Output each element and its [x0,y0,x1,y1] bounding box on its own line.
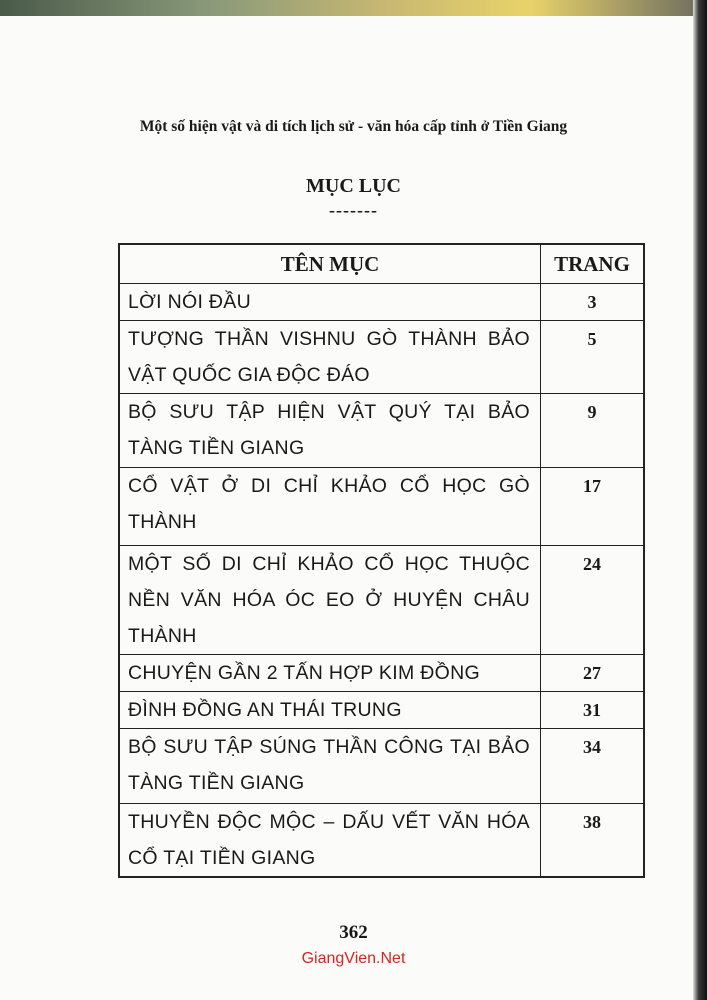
toc-entry-title: ĐÌNH ĐỒNG AN THÁI TRUNG [119,692,541,729]
toc-entry-page: 17 [541,468,645,546]
toc-entry-title: TƯỢNG THẦN VISHNU GÒ THÀNH BẢO VẬT QUỐC GIA ĐỘC ĐÁO [119,321,541,394]
toc-entry-page: 31 [541,692,645,729]
toc-row [119,804,644,878]
column-header-page: TRANG [541,244,645,284]
toc-row [119,468,644,546]
toc-entry-title: MỘT SỐ DI CHỈ KHẢO CỔ HỌC THUỘC NỀN VĂN HÓA ÓC EO Ở HUYỆN CHÂU THÀNH [119,546,541,655]
toc-entry-title: BỘ SƯU TẬP SÚNG THẦN CÔNG TẠI BẢO TÀNG TIỀN GIANG [119,729,541,804]
toc-entry-page: 3 [541,284,645,321]
toc-entry-page: 24 [541,546,645,655]
running-header: Một số hiện vật và di tích lịch sử - văn hóa cấp tỉnh ở Tiền Giang [139,118,568,135]
toc-entry-title: BỘ SƯU TẬP HIỆN VẬT QUÝ TẠI BẢO TÀNG TIỀN GIANG [119,394,541,468]
toc-entry-title: LỜI NÓI ĐẦU [119,284,541,321]
page-title: MỤC LỤC [306,175,401,197]
toc-row [119,655,644,692]
toc-row [119,321,644,394]
toc-entry-title: THUYỀN ĐỘC MỘC – DẤU VẾT VĂN HÓA CỔ TẠI TIỀN GIANG [119,804,541,878]
toc-row [119,729,644,804]
toc-row [119,394,644,468]
photo-background-strip [0,0,707,16]
toc-entry-page: 9 [541,394,645,468]
column-header-name: TÊN MỤC [119,244,541,284]
toc-row [119,546,644,655]
toc-row [119,692,644,729]
toc-table [118,243,645,878]
toc-entry-page: 38 [541,804,645,878]
toc-entry-title: CHUYỆN GẦN 2 TẤN HỢP KIM ĐỒNG [119,655,541,692]
toc-header-row [119,244,644,284]
toc-entry-page: 5 [541,321,645,394]
page-edge-shadow [693,0,707,1000]
toc-entry-page: 34 [541,729,645,804]
toc-entry-title: CỔ VẬT Ở DI CHỈ KHẢO CỔ HỌC GÒ THÀNH [119,468,541,546]
title-separator: ------- [329,200,378,220]
watermark: GiangVien.Net [301,950,406,967]
toc-entry-page: 27 [541,655,645,692]
toc-row [119,284,644,321]
page-number: 362 [339,922,368,943]
